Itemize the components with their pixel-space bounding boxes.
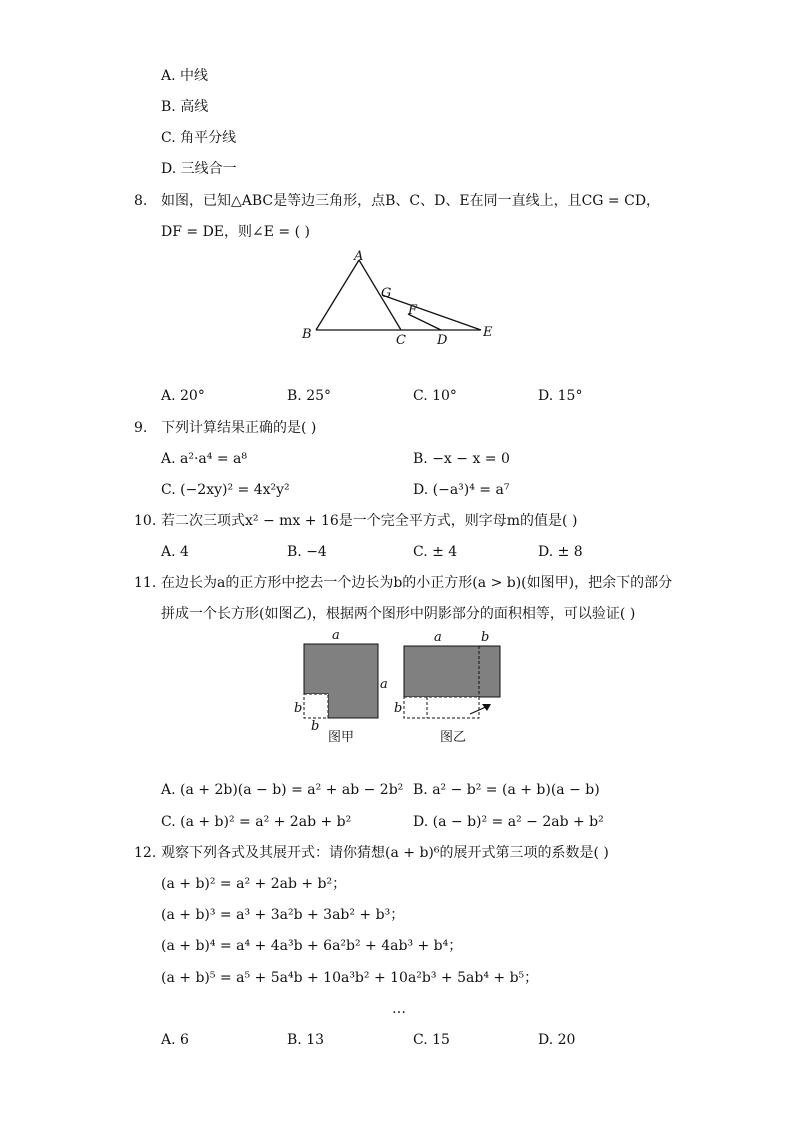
- caption-yi: 图乙: [440, 730, 467, 745]
- q12-number: 12.: [134, 845, 157, 861]
- q8-stem-line1: 如图，已知△ABC是等边三角形，点B、C、D、E在同一直线上，且CG = CD，: [161, 193, 661, 209]
- fig-jia-label-b-bottom: b: [311, 719, 320, 734]
- q11-number: 11.: [134, 575, 157, 591]
- q10-number: 10.: [134, 513, 157, 529]
- q9-option-d: D. (−a³)⁴ = a⁷: [413, 482, 510, 498]
- q9-option-c: C. (−2xy)² = 4x²y²: [161, 482, 290, 498]
- label-b: B: [302, 327, 312, 342]
- q9-stem: 下列计算结果正确的是( ): [161, 420, 317, 436]
- q11-option-d: D. (a − b)² = a² − 2ab + b²: [413, 814, 604, 830]
- q8-number: 8.: [134, 193, 148, 209]
- q10-option-d: D. ± 8: [538, 544, 583, 560]
- fig-jia-label-b-left: b: [294, 701, 303, 716]
- fig-yi-label-b-top: b: [481, 630, 490, 645]
- q9-option-b: B. −x − x = 0: [413, 451, 510, 467]
- q11-option-a: A. (a + 2b)(a − b) = a² + ab − 2b²: [161, 782, 404, 798]
- segment-ac: [359, 260, 401, 330]
- q9-number: 9.: [134, 420, 148, 436]
- label-e: E: [483, 325, 493, 340]
- q8-stem-line2: DF = DE，则∠E = ( ): [161, 224, 310, 240]
- q12-option-a: A. 6: [161, 1032, 189, 1048]
- q10-option-b: B. −4: [287, 544, 327, 560]
- fig-yi-label-a: a: [434, 630, 442, 645]
- q8-triangle-figure: [296, 248, 501, 348]
- q8-option-d: D. 15°: [538, 388, 583, 404]
- q12-stem: 观察下列各式及其展开式：请你猜想(a + b)⁶的展开式第三项的系数是( ): [161, 845, 609, 861]
- q11-option-c: C. (a + b)² = a² + 2ab + b²: [161, 814, 352, 830]
- caption-jia: 图甲: [328, 730, 355, 745]
- fig-yi-label-b-left: b: [394, 701, 403, 716]
- q7-option-b: B. 高线: [161, 99, 209, 115]
- q7-option-a: A. 中线: [161, 68, 209, 84]
- label-c: C: [396, 333, 406, 348]
- label-a: A: [354, 249, 364, 264]
- q7-option-c: C. 角平分线: [161, 130, 237, 146]
- q11-square-figures: [290, 626, 510, 751]
- q7-option-d: D. 三线合一: [161, 161, 237, 177]
- fig-yi-shaded-rect: [404, 646, 500, 697]
- q12-expansion-1: (a + b)² = a² + 2ab + b²；: [161, 876, 347, 892]
- label-d: D: [437, 333, 448, 348]
- q8-option-a: A. 20°: [161, 388, 205, 404]
- fig-jia-removed-square: [304, 694, 328, 718]
- q11-stem-line1: 在边长为a的正方形中挖去一个边长为b的小正方形(a > b)(如图甲)，把余下的部分: [161, 575, 673, 591]
- q10-option-c: C. ± 4: [413, 544, 458, 560]
- q10-option-a: A. 4: [161, 544, 189, 560]
- q12-expansion-3: (a + b)⁴ = a⁴ + 4a³b + 6a²b² + 4ab³ + b⁴；: [161, 938, 463, 954]
- segment-ab: [316, 260, 359, 330]
- q10-stem: 若二次三项式x² − mx + 16是一个完全平方式，则字母m的值是( ): [161, 513, 578, 529]
- q12-expansion-2: (a + b)³ = a³ + 3a²b + 3ab² + b³；: [161, 907, 405, 923]
- q12-option-d: D. 20: [538, 1032, 576, 1048]
- fig-jia-label-a-top: a: [332, 628, 340, 643]
- q12-option-b: B. 13: [287, 1032, 325, 1048]
- q12-ellipsis: …: [392, 1001, 406, 1017]
- label-g: G: [381, 286, 392, 301]
- q12-expansion-4: (a + b)⁵ = a⁵ + 5a⁴b + 10a³b² + 10a²b³ + 5ab⁴ + b⁵；: [161, 970, 539, 986]
- q11-option-b: B. a² − b² = (a + b)(a − b): [413, 782, 600, 798]
- label-f: F: [408, 303, 418, 318]
- q8-option-c: C. 10°: [413, 388, 457, 404]
- fig-yi-moved-strip: [404, 697, 479, 718]
- q8-option-b: B. 25°: [287, 388, 332, 404]
- fig-jia-label-a-right: a: [380, 677, 388, 692]
- q12-option-c: C. 15: [413, 1032, 450, 1048]
- q9-option-a: A. a²·a⁴ = a⁸: [161, 451, 247, 467]
- q11-stem-line2: 拼成一个长方形(如图乙)，根据两个图形中阴影部分的面积相等，可以验证( ): [161, 606, 636, 622]
